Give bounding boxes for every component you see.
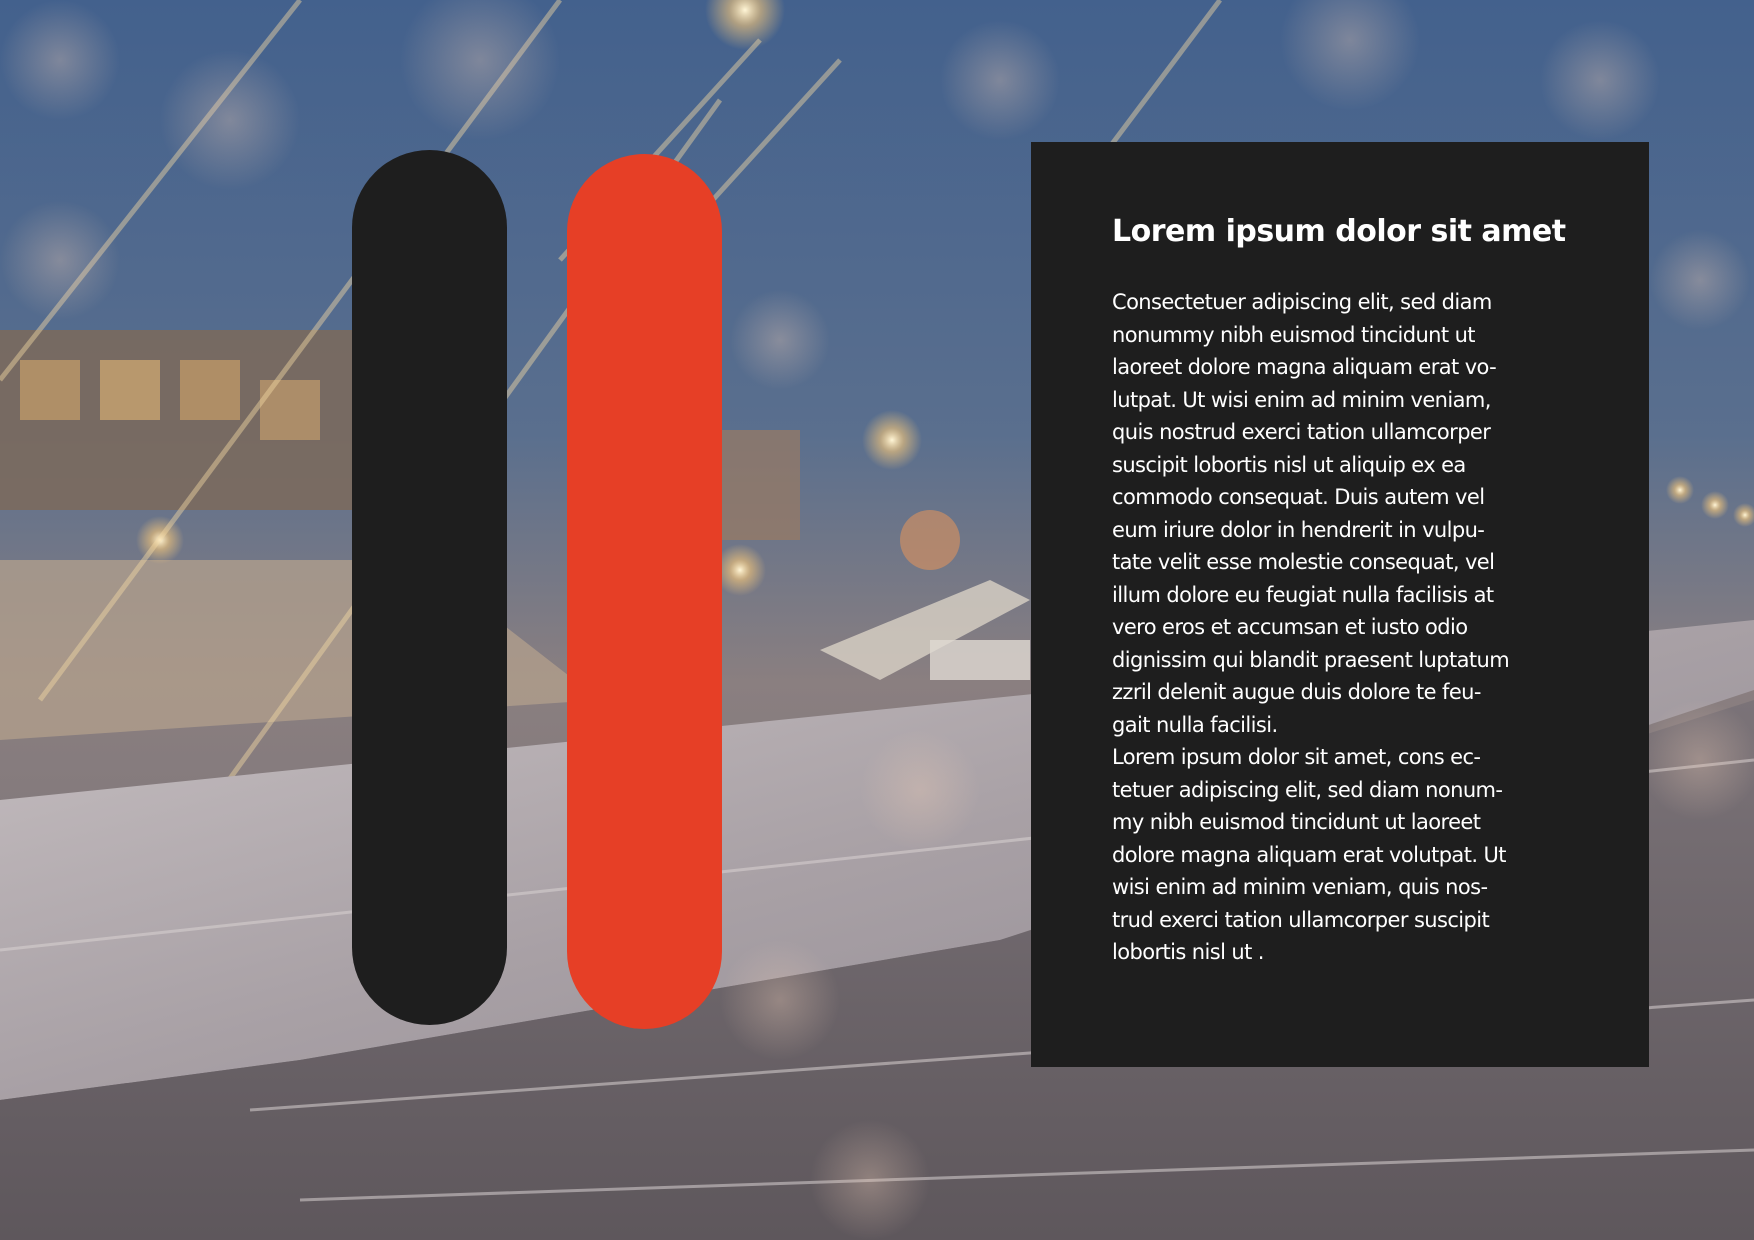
panel-title: Lorem ipsum dolor sit amet (1112, 214, 1566, 249)
text-panel (1031, 142, 1649, 1067)
red-pill-shape (567, 154, 722, 1029)
panel-paragraph-1: Consectetuer adipiscing elit, sed diam nonummy nibh euismod tincidunt ut laoreet dolore magna aliquam erat vo- lutpat. Ut wisi enim ad minim veniam, quis nostrud exerci tation ullamcorper suscipit lobortis nisl ut aliquip ex ea commodo consequat. Duis autem vel eum iriure dolor in hendrerit in vulpu- tate velit esse molestie consequat, vel illum dolore eu feugiat nulla facilisis at vero eros et accumsan et iusto odio dignissim qui blandit praesent luptatum zzril delenit augue duis dolore te feu- gait nulla facilisi. (1112, 290, 1510, 737)
panel-paragraph-2: Lorem ipsum dolor sit amet, cons ec- tetuer adipiscing elit, sed diam nonum- my nibh euismod tincidunt ut laoreet dolore magna aliquam erat volutpat. Ut wisi enim ad minim veniam, quis nos- trud exerci tation ullamcorper suscipit lobortis nisl ut . (1112, 745, 1506, 964)
black-pill-shape (352, 150, 507, 1025)
